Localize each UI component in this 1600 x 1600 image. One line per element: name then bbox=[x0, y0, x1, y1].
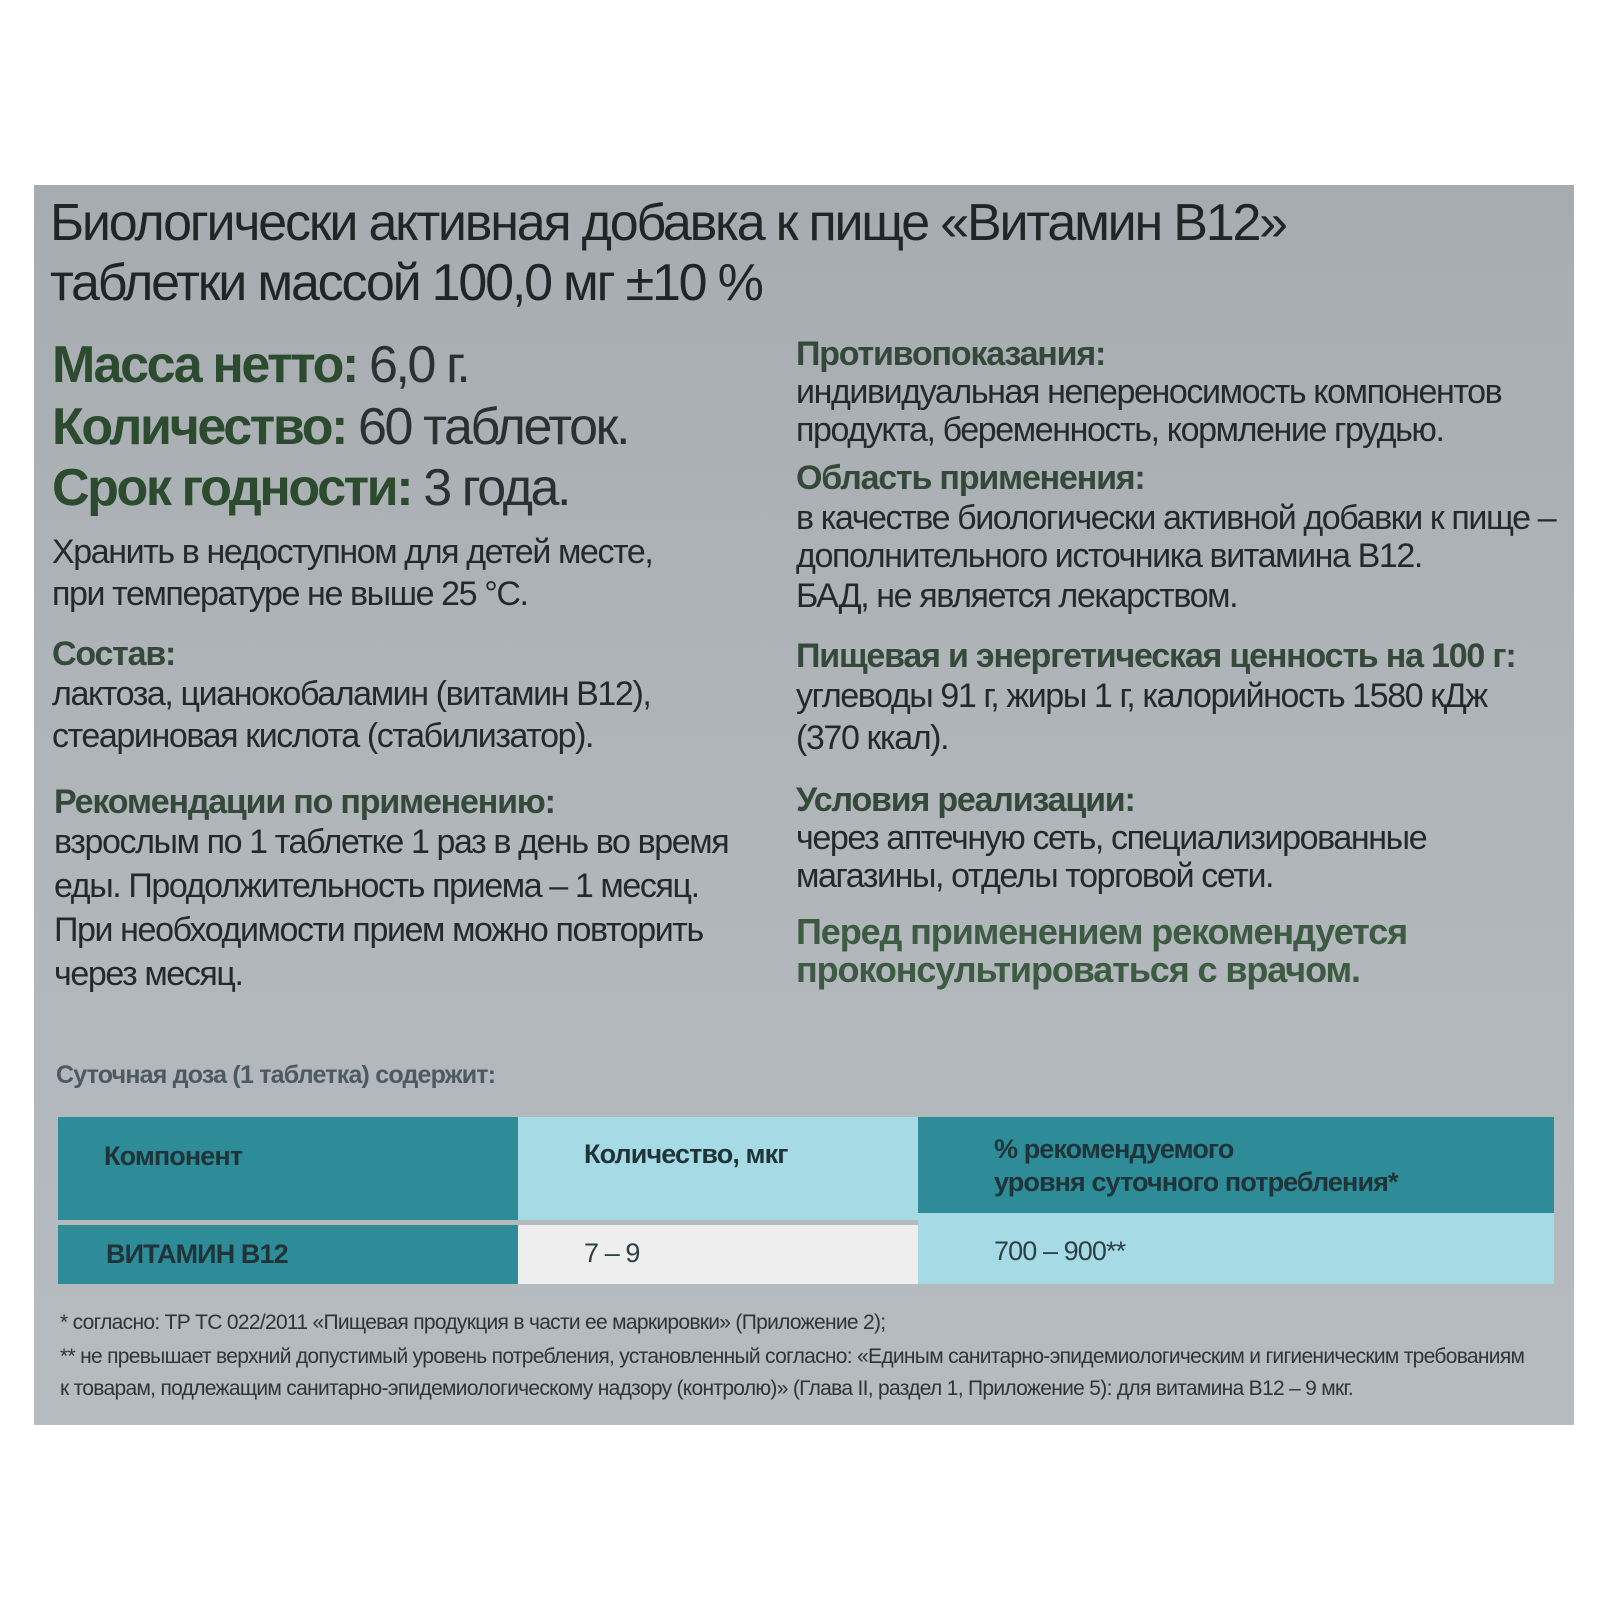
product-title-line2: таблетки массой 100,0 мг ±10 % bbox=[50, 254, 762, 312]
table-header-amount-text: Количество, мкг bbox=[584, 1139, 788, 1169]
table-row-component bbox=[58, 1225, 518, 1284]
storage-line2: при температуре не выше 25 °С. bbox=[52, 575, 528, 613]
composition-heading: Состав: bbox=[52, 635, 176, 673]
daily-dose-caption: Суточная доза (1 таблетка) содержит: bbox=[56, 1061, 496, 1089]
footnote-2: ** не превышает верхний допустимый уровень потребления, установленный согласно: «Единым санитарно-эпидемиологическим и гигиеническим требованиям bbox=[60, 1345, 1525, 1368]
footnote-1: * согласно: ТР ТС 022/2011 «Пищевая продукция в части ее маркировки» (Приложение 2); bbox=[60, 1311, 886, 1334]
storage-line1: Хранить в недоступном для детей месте, bbox=[52, 533, 653, 571]
table-header-component bbox=[58, 1117, 518, 1220]
nutrition-heading: Пищевая и энергетическая ценность на 100 г: bbox=[796, 637, 1516, 675]
table-row-amount-text: 7 – 9 bbox=[584, 1238, 640, 1268]
label-panel bbox=[34, 185, 1574, 1425]
table-row-amount bbox=[518, 1225, 918, 1284]
shelf-life bbox=[52, 458, 569, 518]
shelf-life-value: 3 года. bbox=[411, 459, 570, 517]
table-header-percent bbox=[918, 1117, 1554, 1213]
table-header-component-text: Компонент bbox=[104, 1141, 243, 1171]
usage-line3: При необходимости прием можно повторить bbox=[54, 911, 703, 949]
quantity-value: 60 таблеток. bbox=[345, 398, 629, 456]
quantity-label: Количество: bbox=[52, 398, 346, 456]
product-title-line1: Биологически активная добавка к пище «Витамин В12» bbox=[50, 194, 1286, 252]
net-weight-label: Масса нетто: bbox=[52, 336, 357, 394]
table-row-percent-text: 700 – 900** bbox=[994, 1236, 1126, 1266]
application-heading: Область применения: bbox=[796, 459, 1145, 497]
table-row-component-text: ВИТАМИН В12 bbox=[106, 1239, 288, 1269]
consult-line2: проконсультироваться с врачом. bbox=[796, 949, 1360, 990]
footnote-3: к товарам, подлежащим санитарно-эпидемиологическому надзору (контролю)» (Глава II, раздел 1, Приложение 5): для витамина В12 – 9 мкг. bbox=[60, 1377, 1354, 1400]
net-weight-value: 6,0 г. bbox=[356, 336, 469, 394]
quantity bbox=[52, 397, 628, 457]
net-weight bbox=[52, 335, 468, 395]
contraindications-heading: Противопоказания: bbox=[796, 335, 1106, 373]
daily-dose-table bbox=[58, 1117, 1554, 1284]
application-line1: в качестве биологически активной добавки к пище – bbox=[796, 499, 1556, 537]
table-header-percent-line1: % рекомендуемого bbox=[994, 1134, 1234, 1164]
nutrition-line1: углеводы 91 г, жиры 1 г, калорийность 1580 кДж bbox=[796, 677, 1487, 715]
usage-heading: Рекомендации по применению: bbox=[54, 783, 555, 821]
application-line2: дополнительного источника витамина В12. bbox=[796, 537, 1422, 575]
usage-line4: через месяц. bbox=[54, 955, 243, 993]
application-line3: БАД, не является лекарством. bbox=[796, 577, 1238, 615]
usage-line2: еды. Продолжительность приема – 1 месяц. bbox=[54, 867, 699, 905]
table-header-amount bbox=[518, 1117, 918, 1220]
table-divider bbox=[918, 1213, 1554, 1220]
consult-line1: Перед применением рекомендуется bbox=[796, 911, 1408, 952]
contraindications-line1: индивидуальная непереносимость компонентов bbox=[796, 373, 1502, 411]
nutrition-line2: (370 ккал). bbox=[796, 719, 949, 757]
sale-line2: магазины, отделы торговой сети. bbox=[796, 857, 1274, 895]
table-header-percent-line2: уровня суточного потребления* bbox=[994, 1167, 1398, 1197]
shelf-life-label: Срок годности: bbox=[52, 459, 412, 517]
composition-line1: лактоза, цианокобаламин (витамин В12), bbox=[52, 675, 651, 713]
table-row-percent bbox=[918, 1220, 1554, 1284]
sale-heading: Условия реализации: bbox=[796, 781, 1135, 819]
composition-line2: стеариновая кислота (стабилизатор). bbox=[52, 717, 594, 755]
usage-line1: взрослым по 1 таблетке 1 раз в день во время bbox=[54, 823, 729, 861]
contraindications-line2: продукта, беременность, кормление грудью. bbox=[796, 411, 1444, 449]
sale-line1: через аптечную сеть, специализированные bbox=[796, 819, 1427, 857]
